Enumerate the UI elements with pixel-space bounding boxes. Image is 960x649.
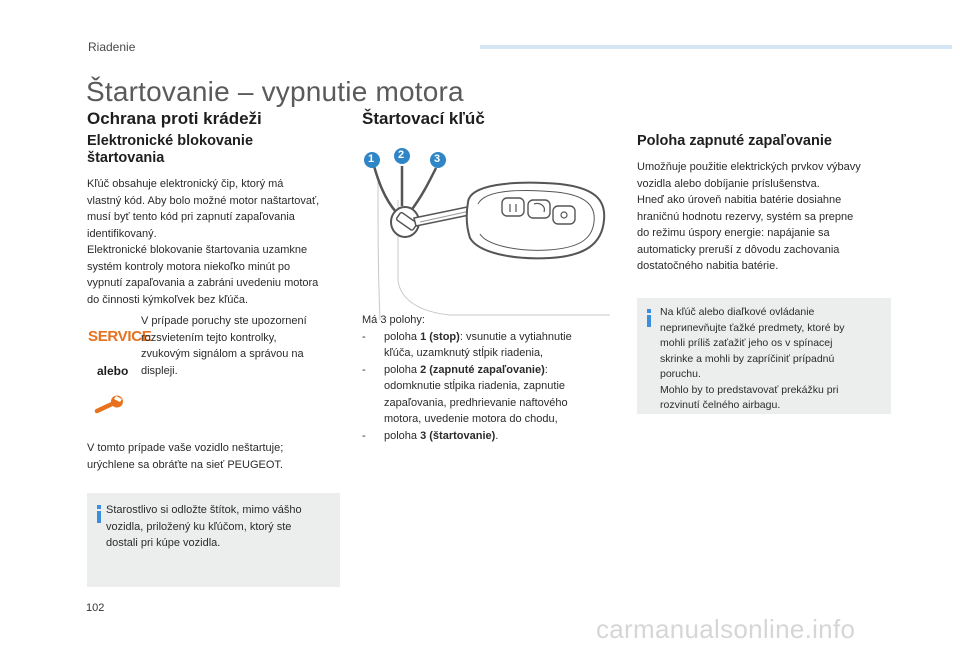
text-line: hraničnú hodnotu rezervy, systém sa prepne <box>637 210 854 223</box>
list-dash: - <box>362 363 366 376</box>
ignition-key-heading: Štartovací kľúč <box>362 109 485 128</box>
text-line: V tomto prípade vaše vozidlo neštartuje; <box>87 442 284 454</box>
or-label: alebo <box>97 364 129 378</box>
position-2-item <box>362 362 612 428</box>
wrench-icon <box>94 393 128 420</box>
text-line: rozvinutí čelného airbagu. <box>660 399 781 411</box>
list-dash: - <box>362 330 366 343</box>
subheading-line: štartovania <box>87 150 165 166</box>
list-dash: - <box>362 429 366 442</box>
immobiliser-paragraph <box>87 176 319 308</box>
watermark: carmanualsonline.info <box>596 614 856 644</box>
text-line: skrinke a mohli by zapríčiniť prípadnú <box>660 352 835 365</box>
text-line: mohli príliš zaťažiť jeho os v spínacej <box>660 337 833 349</box>
immobiliser-subheading <box>87 133 253 167</box>
position-label: 2 (zapnuté zapaľovanie) <box>420 363 545 376</box>
marker-1: 1 <box>368 153 375 165</box>
ignition-on-paragraph <box>637 159 861 275</box>
text-line: motora, uvedenie motora do chodu, <box>384 413 558 425</box>
section-label: Riadenie <box>88 40 136 54</box>
text-line: urýchlene sa obráťte na sieť PEUGEOT. <box>87 458 283 471</box>
key-positions <box>362 312 612 444</box>
text-line: vozidla, priložený ku kľúčom, ktorý ste <box>106 520 292 533</box>
text-line: dostali pri kúpe vozidla. <box>106 537 221 549</box>
text-line: poruchu. <box>660 368 701 380</box>
ignition-on-heading: Poloha zapnuté zapaľovanie <box>637 133 832 149</box>
position-desc: : vsunutie a vytiahnutie <box>459 330 572 343</box>
ignition-key-figure <box>360 140 620 325</box>
text-line: zapaľovania, predhrievanie naftového <box>384 396 568 409</box>
text-line: Hneď ako úroveň nabitia batérie dosiahne <box>637 194 842 206</box>
text-line: Elektronické blokovanie štartovania uzamkne <box>87 244 308 256</box>
tip-box-label <box>87 493 340 587</box>
text-line: vozidla alebo dobíjanie príslušenstva. <box>637 177 820 190</box>
text-line: do režimu úspory energie: napájanie sa <box>637 227 830 239</box>
warning-paragraph <box>141 313 307 379</box>
key-warning-text <box>660 305 845 414</box>
text-line: rozsvietením tejto kontrolky, <box>141 331 277 344</box>
text-line: automaticky preruší z dôvodu zachovania <box>637 243 840 256</box>
marker-3: 3 <box>434 153 441 165</box>
page-title: Štartovanie – vypnutie motora <box>86 76 464 107</box>
tip-text <box>106 502 302 552</box>
text-line: Umožňuje použitie elektrických prvkov výbavy <box>637 161 861 173</box>
position-3-item <box>362 428 612 445</box>
position-prefix: poloha <box>384 330 421 343</box>
section-divider <box>480 45 952 49</box>
text-line: musí byť tento kód pri zapnutí zapaľovania <box>87 211 295 223</box>
text-line: vlastný kód. Aby bolo možné motor naštartovať, <box>87 194 320 207</box>
text-line: vypnutí zapaľovania a zabráni uvedeniu motora <box>87 277 319 289</box>
info-icon <box>647 309 651 327</box>
text-line: displeji. <box>141 364 178 377</box>
text-line: Starostlivo si odložte štítok, mimo vášho <box>106 504 302 516</box>
text-line: neprипevňujte ťažké predmety, ktoré by <box>660 321 845 334</box>
key-warning-box <box>637 298 891 414</box>
text-line: Na kľúč alebo diaľkové ovládanie <box>660 306 815 318</box>
position-label: 3 (štartovanie) <box>420 429 496 442</box>
text-line: Mohlo by to predstavovať prekážku pri <box>660 383 839 396</box>
text-line: systém kontroly motora niekoľko minút po <box>87 260 291 273</box>
service-warning-icon: SERVICE <box>88 328 152 345</box>
text-line: do činnosti kýmkoľvek bez kľúča. <box>87 293 249 306</box>
positions-intro: Má 3 polohy: <box>362 314 425 326</box>
position-label: 1 (stop) <box>420 330 460 343</box>
dealer-paragraph <box>87 440 283 473</box>
position-prefix: poloha <box>384 429 421 442</box>
position-desc: . <box>495 429 499 442</box>
position-prefix: poloha <box>384 363 421 376</box>
text-line: Kľúč obsahuje elektronický čip, ktorý má <box>87 178 284 190</box>
text-line: dostatočného nabitia batérie. <box>637 260 779 272</box>
position-1-item <box>362 329 612 362</box>
info-icon <box>97 505 101 523</box>
text-line: V prípade poruchy ste upozornení <box>141 315 307 327</box>
text-line: kľúča, uzamknutý stĺpik riadenia, <box>384 347 544 359</box>
page-number: 102 <box>86 602 105 614</box>
text-line: zvukovým signálom a správou na <box>141 348 304 360</box>
text-line: identifikovaný. <box>87 227 157 240</box>
position-desc: : <box>544 363 548 376</box>
marker-2: 2 <box>398 149 405 161</box>
anti-theft-heading: Ochrana proti krádeži <box>87 109 262 128</box>
subheading-line: Elektronické blokovanie <box>87 133 254 149</box>
text-line: odomknutie stĺpika riadenia, zapnutie <box>384 380 566 392</box>
